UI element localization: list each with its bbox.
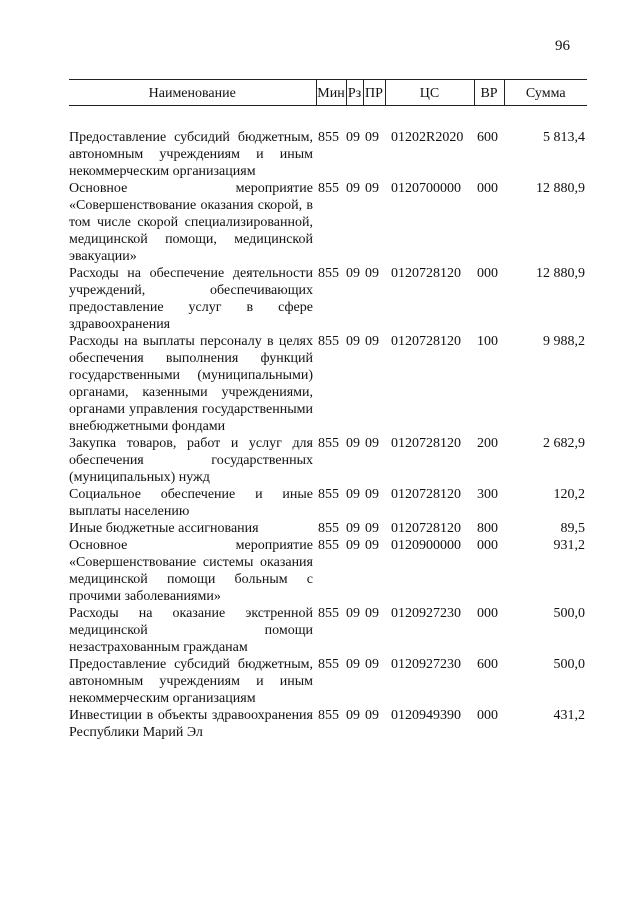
- row-name: Иные бюджетные ассигнования: [69, 521, 259, 536]
- row-name: Основное мероприятие «Совершенствование оказания скорой, в том числе скорой специализированной, медицинской помощи, медицинской эвакуации»: [69, 181, 313, 264]
- row-sum: 2 682,9: [543, 436, 585, 451]
- row-sum: 12 880,9: [536, 266, 585, 281]
- row-name: Закупка товаров, работ и услуг для обеспечения государственных (муниципальных) нужд: [69, 436, 313, 485]
- row-cs: 0120700000: [391, 181, 461, 196]
- row-rz: 09: [346, 708, 360, 723]
- row-cs: 0120900000: [391, 538, 461, 553]
- row-cs: 0120949390: [391, 708, 461, 723]
- row-min: 855: [318, 657, 339, 672]
- row-rz: 09: [346, 487, 360, 502]
- row-min: 855: [318, 130, 339, 145]
- row-sum: 120,2: [553, 487, 585, 502]
- row-vr: 100: [477, 334, 498, 349]
- row-rz: 09: [346, 436, 360, 451]
- row-min: 855: [318, 708, 339, 723]
- row-sum: 931,2: [553, 538, 585, 553]
- page-number: 96: [555, 38, 570, 54]
- row-cs: 0120728120: [391, 521, 461, 536]
- row-vr: 200: [477, 436, 498, 451]
- row-rz: 09: [346, 266, 360, 281]
- row-name: Предоставление субсидий бюджетным, автономным учреждениям и иным некоммерческим организациям: [69, 657, 313, 706]
- row-vr: 000: [477, 266, 498, 281]
- column-header-min: Мин: [316, 80, 346, 106]
- row-sum: 89,5: [560, 521, 585, 536]
- row-cs: 01202R2020: [391, 130, 464, 145]
- row-rz: 09: [346, 657, 360, 672]
- row-cs: 0120927230: [391, 606, 461, 621]
- table-row: [69, 707, 587, 741]
- row-min: 855: [318, 487, 339, 502]
- row-rz: 09: [346, 521, 360, 536]
- row-name: Социальное обеспечение и иные выплаты населению: [69, 487, 313, 519]
- row-vr: 600: [477, 130, 498, 145]
- column-header-name: Наименование: [69, 80, 316, 106]
- row-min: 855: [318, 538, 339, 553]
- row-cs: 0120728120: [391, 436, 461, 451]
- row-pr: 09: [365, 334, 379, 349]
- row-vr: 000: [477, 606, 498, 621]
- row-name: Расходы на выплаты персоналу в целях обеспечения выполнения функций государственными (муниципальными) органами, казенными учреждениями, органами управления государственными внебюджетными фондами: [69, 334, 313, 434]
- row-sum: 5 813,4: [543, 130, 585, 145]
- table-row: [69, 605, 587, 656]
- row-rz: 09: [346, 181, 360, 196]
- row-name: Предоставление субсидий бюджетным, автономным учреждениям и иным некоммерческим организациям: [69, 130, 313, 179]
- row-pr: 09: [365, 538, 379, 553]
- row-name: Инвестиции в объекты здравоохранения Республики Марий Эл: [69, 708, 313, 740]
- column-header-sum: Сумма: [504, 80, 587, 106]
- column-header-rz: Рз: [346, 80, 363, 106]
- row-rz: 09: [346, 538, 360, 553]
- table-row: [69, 333, 587, 435]
- row-vr: 300: [477, 487, 498, 502]
- row-vr: 000: [477, 538, 498, 553]
- row-sum: 431,2: [553, 708, 585, 723]
- table-row: [69, 486, 587, 520]
- row-sum: 12 880,9: [536, 181, 585, 196]
- row-rz: 09: [346, 334, 360, 349]
- row-min: 855: [318, 334, 339, 349]
- row-min: 855: [318, 606, 339, 621]
- row-vr: 000: [477, 181, 498, 196]
- column-header-cs: ЦС: [385, 80, 474, 106]
- row-vr: 000: [477, 708, 498, 723]
- row-cs: 0120927230: [391, 657, 461, 672]
- row-rz: 09: [346, 130, 360, 145]
- row-min: 855: [318, 521, 339, 536]
- table-row: [69, 656, 587, 707]
- table-row: [69, 435, 587, 486]
- row-rz: 09: [346, 606, 360, 621]
- row-pr: 09: [365, 606, 379, 621]
- table-row: [69, 520, 587, 537]
- row-pr: 09: [365, 657, 379, 672]
- row-sum: 500,0: [553, 657, 585, 672]
- row-pr: 09: [365, 436, 379, 451]
- table-row: [69, 129, 587, 180]
- row-cs: 0120728120: [391, 266, 461, 281]
- row-cs: 0120728120: [391, 334, 461, 349]
- row-min: 855: [318, 266, 339, 281]
- row-pr: 09: [365, 521, 379, 536]
- row-pr: 09: [365, 487, 379, 502]
- row-sum: 500,0: [553, 606, 585, 621]
- row-name: Расходы на обеспечение деятельности учреждений, обеспечивающих предоставление услуг в сфере здравоохранения: [69, 266, 313, 332]
- row-pr: 09: [365, 266, 379, 281]
- row-min: 855: [318, 181, 339, 196]
- row-sum: 9 988,2: [543, 334, 585, 349]
- table-row: [69, 537, 587, 605]
- row-vr: 800: [477, 521, 498, 536]
- row-cs: 0120728120: [391, 487, 461, 502]
- table-row: [69, 265, 587, 333]
- row-min: 855: [318, 436, 339, 451]
- row-name: Основное мероприятие «Совершенствование системы оказания медицинской помощи больным с прочими заболеваниями»: [69, 538, 313, 604]
- row-pr: 09: [365, 130, 379, 145]
- table-header-row: [69, 80, 587, 106]
- column-header-pr: ПР: [363, 80, 385, 106]
- table-row: [69, 180, 587, 265]
- row-vr: 600: [477, 657, 498, 672]
- column-header-vr: ВР: [474, 80, 504, 106]
- budget-table: [69, 79, 587, 741]
- row-pr: 09: [365, 181, 379, 196]
- row-name: Расходы на оказание экстренной медицинской помощи незастрахованным гражданам: [69, 606, 313, 655]
- row-pr: 09: [365, 708, 379, 723]
